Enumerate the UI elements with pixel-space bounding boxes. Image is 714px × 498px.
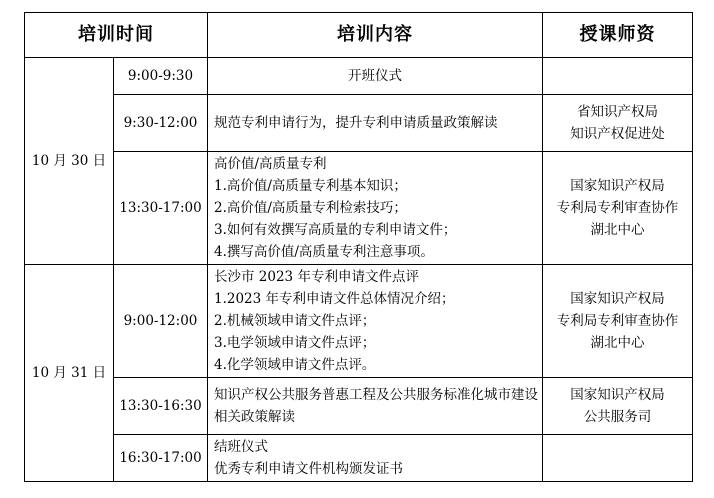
- teacher-line: 知识产权促进处: [570, 126, 665, 142]
- teacher-line: 国家知识产权局: [570, 291, 665, 307]
- header-row: [25, 13, 693, 58]
- time-cell: 9:00-12:00: [114, 265, 208, 378]
- teacher-cell: [543, 378, 693, 435]
- header-teacher: 授课师资: [543, 13, 693, 58]
- table-row: [25, 378, 693, 435]
- teacher-line: 专利局专利审查协作: [556, 200, 679, 216]
- content-line: 4.化学领域申请文件点评。: [214, 357, 376, 373]
- content-line: 知识产权公共服务普惠工程及公共服务标准化城市建设相关政策解读: [214, 387, 538, 425]
- date-cell: 10 月 30 日: [25, 58, 114, 265]
- teacher-cell: [543, 95, 693, 152]
- content-line: 长沙市 2023 年专利申请文件点评: [214, 269, 419, 285]
- time-cell: 13:30-16:30: [114, 378, 208, 435]
- content-line: 结班仪式: [214, 439, 268, 455]
- teacher-cell: [543, 435, 693, 482]
- content-line: 3.如何有效撰写高质量的专利申请文件；: [214, 222, 457, 238]
- table-row: [25, 152, 693, 265]
- content-line: 2.机械领域申请文件点评；: [214, 313, 376, 329]
- teacher-line: 湖北中心: [590, 335, 645, 351]
- teacher-cell: [543, 58, 693, 95]
- training-schedule-table: [24, 12, 693, 482]
- time-cell: 9:00-9:30: [114, 58, 208, 95]
- teacher-line: 国家知识产权局: [570, 178, 665, 194]
- content-cell: [208, 58, 543, 95]
- content-line: 3.电学领域申请文件点评；: [214, 335, 376, 351]
- content-line: 1.2023 年专利申请文件总体情况介绍；: [214, 291, 455, 307]
- content-line: 1.高价值/高质量专利基本知识；: [214, 178, 407, 194]
- content-cell: [208, 152, 543, 265]
- content-line: 2.高价值/高质量专利检索技巧；: [214, 200, 407, 216]
- time-cell: 9:30-12:00: [114, 95, 208, 152]
- content-cell: [208, 435, 543, 482]
- content-line: 4.撰写高价值/高质量专利注意事项。: [214, 244, 434, 260]
- content-line: 开班仪式: [348, 68, 402, 84]
- teacher-cell: [543, 152, 693, 265]
- time-cell: 13:30-17:00: [114, 152, 208, 265]
- table-row: [25, 58, 693, 95]
- header-time: 培训时间: [25, 13, 208, 58]
- teacher-line: 省知识产权局: [577, 104, 658, 120]
- time-cell: 16:30-17:00: [114, 435, 208, 482]
- content-line: 规范专利申请行为，提升专利申请质量政策解读: [214, 115, 498, 131]
- teacher-line: 国家知识产权局: [570, 387, 665, 403]
- content-cell: [208, 378, 543, 435]
- content-cell: [208, 265, 543, 378]
- teacher-cell: [543, 265, 693, 378]
- header-content: 培训内容: [208, 13, 543, 58]
- teacher-line: 公共服务司: [583, 409, 652, 425]
- table-row: [25, 265, 693, 378]
- table-row: [25, 95, 693, 152]
- content-line: 优秀专利申请文件机构颁发证书: [214, 461, 403, 477]
- teacher-line: 专利局专利审查协作: [556, 313, 679, 329]
- content-cell: [208, 95, 543, 152]
- teacher-line: 湖北中心: [590, 222, 645, 238]
- content-line: 高价值/高质量专利: [214, 156, 327, 172]
- date-cell: 10 月 31 日: [25, 265, 114, 482]
- table-row: [25, 435, 693, 482]
